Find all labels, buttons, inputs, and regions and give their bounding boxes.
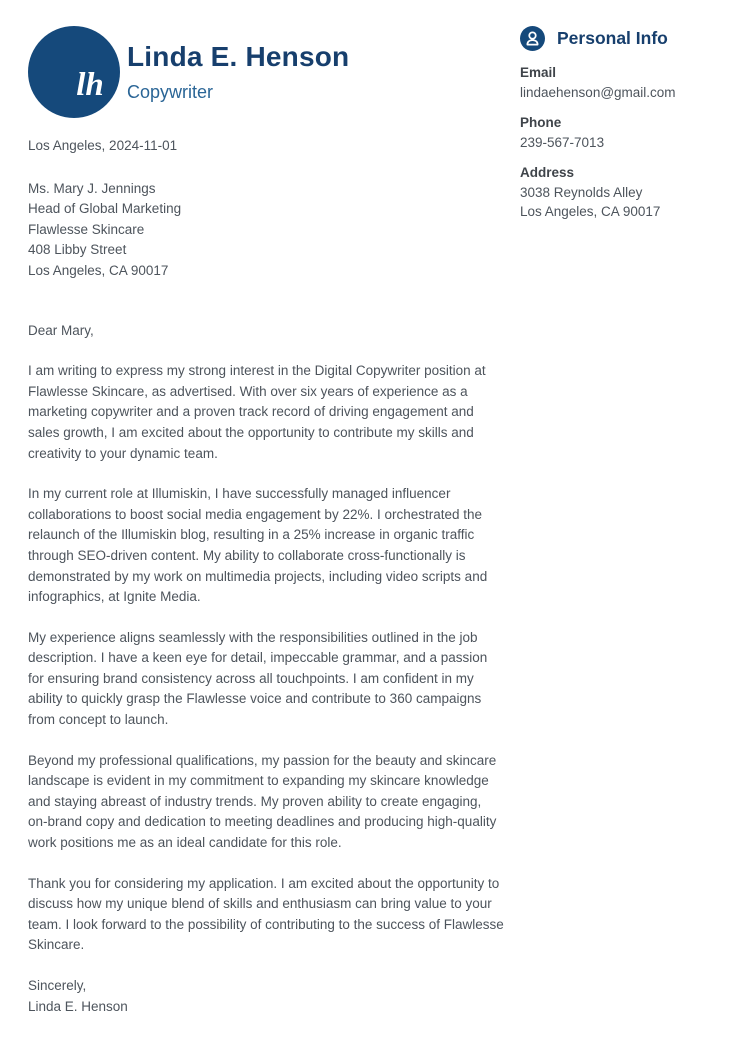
email-value: lindaehenson@gmail.com bbox=[520, 84, 676, 100]
phone-label: Phone bbox=[520, 115, 562, 130]
recipient-company: Flawlesse Skincare bbox=[28, 221, 145, 237]
phone-value: 239-567-7013 bbox=[520, 134, 605, 150]
personal-info-header bbox=[520, 26, 734, 51]
address-group bbox=[520, 163, 734, 222]
address-line-2: Los Angeles, CA 90017 bbox=[520, 204, 661, 219]
recipient-city: Los Angeles, CA 90017 bbox=[28, 262, 169, 278]
personal-info-heading: Personal Info bbox=[557, 28, 668, 48]
signature-name: Linda E. Henson bbox=[28, 998, 128, 1014]
letter-paragraph-5: Thank you for considering my application. I am excited about the opportunity to discuss how my unique blend of skills and enthusiasm can bring value to your team. I look forward to the possibility of contributing to the success of Flawlesse Skincare. bbox=[28, 875, 504, 953]
avatar-initials: lh bbox=[76, 66, 104, 103]
person-circle-icon bbox=[520, 26, 545, 51]
person-job-title: Copywriter bbox=[127, 82, 214, 102]
letter-paragraph-1: I am writing to express my strong interest in the Digital Copywriter position at Flawlesse Skincare, as advertised. With over six years of experience as a marketing copywriter and a proven track record of driving engagement and sales growth, I am excited about the opportunity to contribute my skills and creativity to your dynamic team. bbox=[28, 363, 486, 461]
date-line: Los Angeles, 2024-11-01 bbox=[28, 138, 178, 153]
recipient-name: Ms. Mary J. Jennings bbox=[28, 180, 156, 196]
header bbox=[127, 41, 349, 103]
email-label: Email bbox=[520, 65, 557, 80]
avatar bbox=[28, 26, 120, 118]
letter-body bbox=[28, 136, 504, 1017]
recipient-title: Head of Global Marketing bbox=[28, 201, 182, 217]
letter-paragraph-2: In my current role at Illumiskin, I have successfully managed influencer collaborations to boost social media engagement by 22%. I orchestrated the relaunch of the Illumiskin blog, resulting in a 25% increase in organic traffic through SEO-driven content. My ability to collaborate cross-functionally is demonstrated by my work on multimedia projects, including video scripts and infographics, at Ignite Media. bbox=[28, 486, 488, 605]
personal-info-section bbox=[520, 26, 734, 222]
recipient-block bbox=[28, 179, 504, 282]
email-group bbox=[520, 63, 734, 102]
letter-paragraph-4: Beyond my professional qualifications, my passion for the beauty and skincare landscape is evident in my commitment to expanding my skincare knowledge and staying abreast of industry trends. My proven ability to create engaging, on-brand copy and dedication to meeting deadlines and producing high-quality work positions me as an ideal candidate for this role. bbox=[28, 752, 497, 851]
closing-block bbox=[28, 976, 504, 1017]
phone-group bbox=[520, 113, 734, 152]
salutation: Dear Mary, bbox=[28, 322, 94, 338]
recipient-street: 408 Libby Street bbox=[28, 242, 127, 258]
letter-paragraph-3: My experience aligns seamlessly with the responsibilities outlined in the job description. I have a keen eye for detail, impeccable grammar, and a passion for ensuring brand consistency across all touchpoints. I am confident in my ability to quickly grasp the Flawlesse voice and contribute to 360 campaigns from concept to launch. bbox=[28, 629, 488, 728]
address-label: Address bbox=[520, 165, 575, 180]
address-line-1: 3038 Reynolds Alley bbox=[520, 184, 643, 200]
person-name: Linda E. Henson bbox=[127, 41, 350, 72]
closing-word: Sincerely, bbox=[28, 978, 87, 993]
